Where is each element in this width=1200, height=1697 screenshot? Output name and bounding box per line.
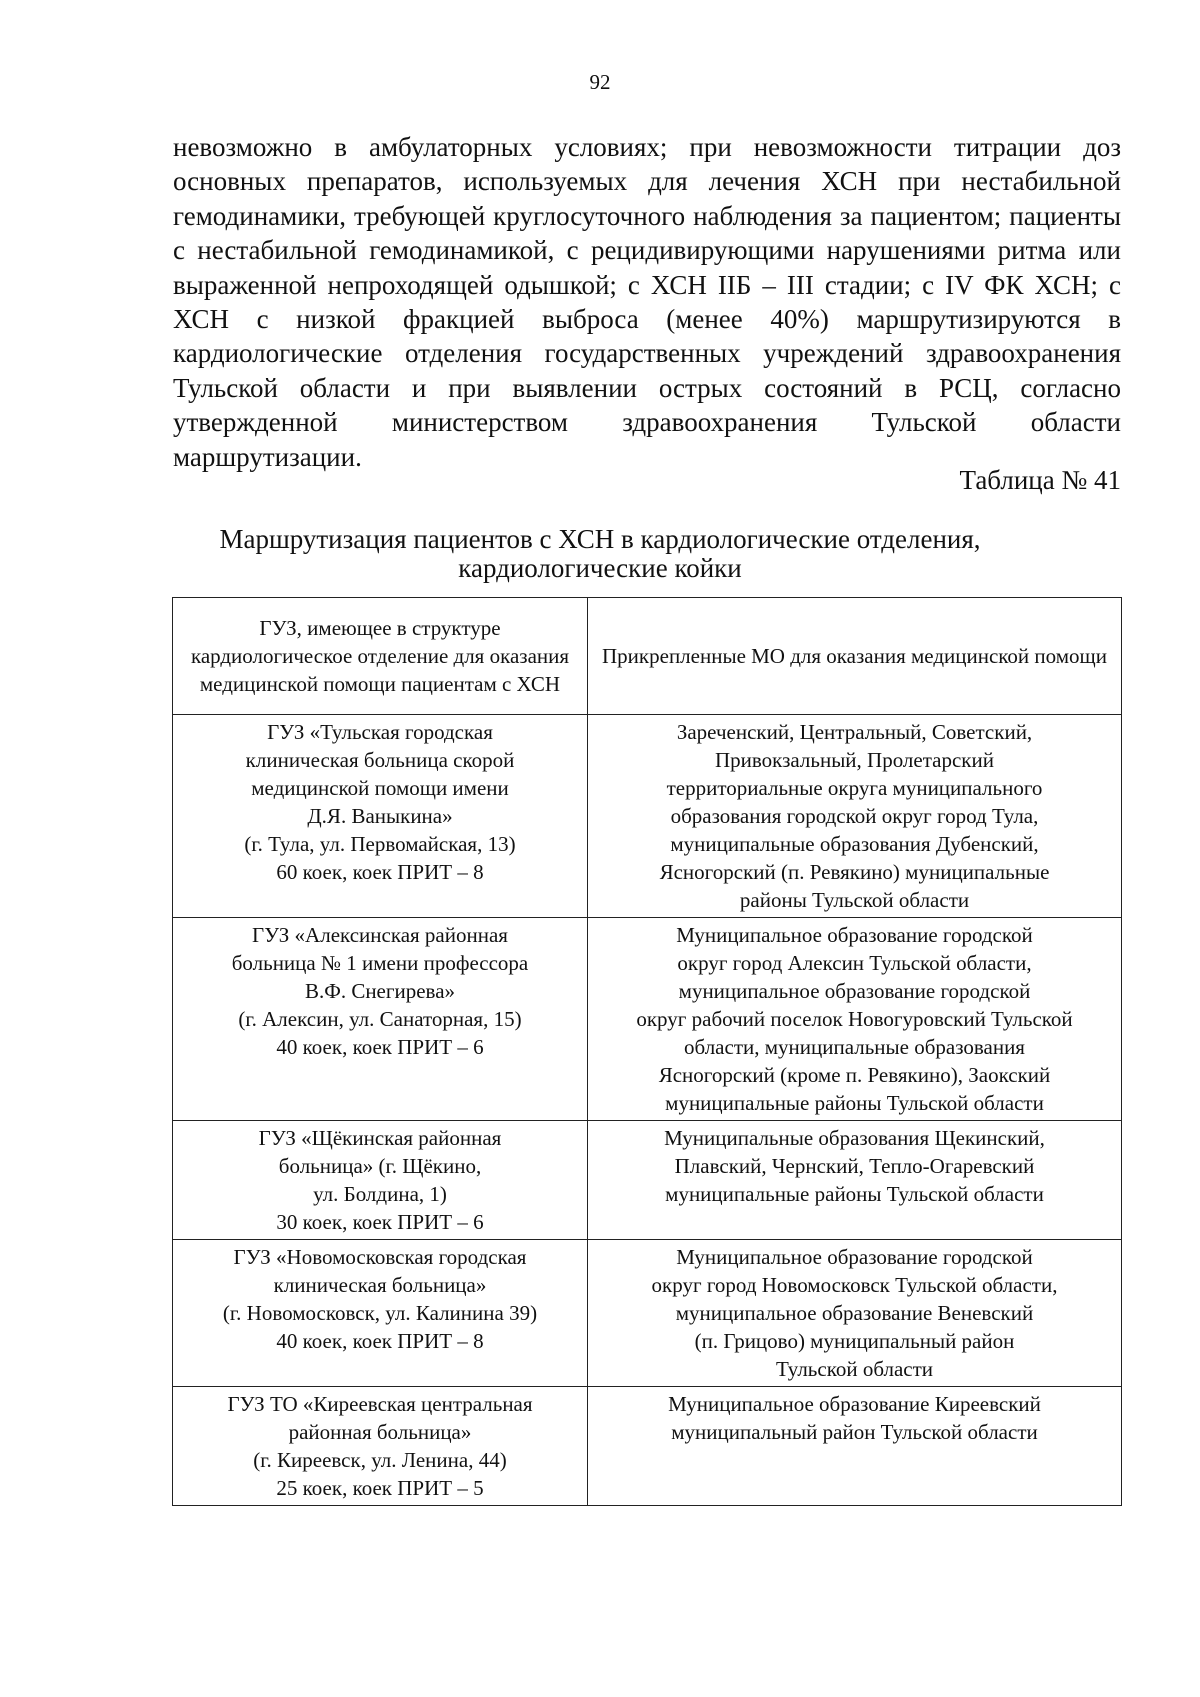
cell-text-line: муниципальные районы Тульской области [665, 1182, 1044, 1206]
table-row [173, 715, 1122, 918]
cell-text-line: округ рабочий поселок Новогуровский Тульской [636, 1007, 1073, 1031]
routing-table [172, 597, 1122, 1506]
guz-cell [173, 715, 588, 918]
cell-text-line: муниципальные районы Тульской области [665, 1091, 1044, 1115]
cell-text-line: (г. Киреевск, ул. Ленина, 44) [253, 1448, 507, 1472]
cell-text-line: Ясногорский (кроме п. Ревякино), Заокский [658, 1063, 1051, 1087]
cell-text-line: медицинской помощи имени [251, 776, 509, 800]
body-paragraph: невозможно в амбулаторных условиях; при невозможности титрации доз основных препаратов, используемых для лечения ХСН при нестабильной гемодинамики, требующей круглосуточного наблюдения за пациентом; пациенты с нестабильной гемодинамикой, с рецидивирующими нарушениями ритма или выраженной непроходящей одышкой; с ХСН IIБ – III стадии; с IV ФК ХСН; с ХСН с низкой фракцией выброса (менее 40%) маршрутизируются в кардиологические отделения государственных учреждений здравоохранения Тульской области и при выявлении острых состояний в РСЦ, согласно утвержденной министерством здравоохранения Тульской области маршрутизации. [173, 132, 1121, 472]
cell-text-line: Привокзальный, Пролетарский [715, 748, 994, 772]
attached-mo-cell [588, 715, 1122, 918]
guz-cell [173, 1240, 588, 1387]
cell-text-line: Ясногорский (п. Ревякино) муниципальные [659, 860, 1050, 884]
cell-text-line: муниципальные образования Дубенский, [670, 832, 1039, 856]
cell-text-line: Муниципальное образование городской [676, 1245, 1033, 1269]
cell-text-line: округ город Новомосковск Тульской области, [651, 1273, 1058, 1297]
table-title [0, 525, 1200, 583]
cell-text-line: ул. Болдина, 1) [313, 1182, 447, 1206]
cell-text-line: муниципальное образование Веневский [675, 1301, 1034, 1325]
table-label: Таблица № 41 [959, 465, 1121, 495]
guz-cell [173, 1121, 588, 1240]
cell-text-line: районы Тульской области [739, 888, 970, 912]
header-cell-guz: ГУЗ, имеющее в структуре кардиологическое отделение для оказания медицинской помощи пациентам с ХСН [173, 598, 588, 715]
cell-text-line: Д.Я. Ваныкина» [307, 804, 453, 828]
cell-text-line: клиническая больница скорой [245, 748, 515, 772]
cell-text-line: Зареченский, Центральный, Советский, [676, 720, 1033, 744]
guz-cell [173, 1387, 588, 1506]
cell-text-line: ГУЗ «Тульская городская [267, 720, 493, 744]
cell-text-line: Плавский, Чернский, Тепло-Огаревский [674, 1154, 1035, 1178]
attached-mo-cell [588, 1387, 1122, 1506]
table-header-row [173, 598, 1122, 715]
cell-text-line: образования городской округ город Тула, [670, 804, 1039, 828]
table-row [173, 1121, 1122, 1240]
cell-text-line: Муниципальное образование городской [676, 923, 1033, 947]
page-number: 92 [589, 70, 611, 94]
cell-text-line: ГУЗ ТО «Киреевская центральная [227, 1392, 533, 1416]
attached-mo-cell [588, 918, 1122, 1121]
table-body [173, 715, 1122, 1506]
cell-text-line: Муниципальное образование Киреевский [668, 1392, 1041, 1416]
cell-text-line: районная больница» [288, 1420, 472, 1444]
table-title-line2: кардиологические койки [458, 553, 742, 583]
cell-text-line: 60 коек, коек ПРИТ – 8 [276, 860, 484, 884]
cell-text-line: клиническая больница» [273, 1273, 487, 1297]
cell-text-line: Тульской области [775, 1357, 934, 1381]
cell-text-line: 25 коек, коек ПРИТ – 5 [276, 1476, 484, 1500]
cell-text-line: округ город Алексин Тульской области, [677, 951, 1032, 975]
table-row [173, 918, 1122, 1121]
table-row [173, 1240, 1122, 1387]
cell-text-line: территориальные округа муниципального [666, 776, 1043, 800]
attached-mo-cell [588, 1240, 1122, 1387]
table-title-line1: Маршрутизация пациентов с ХСН в кардиологические отделения, [219, 524, 981, 554]
cell-text-line: муниципальный район Тульской области [671, 1420, 1038, 1444]
cell-text-line: Муниципальные образования Щекинский, [664, 1126, 1045, 1150]
cell-text-line: (г. Тула, ул. Первомайская, 13) [244, 832, 516, 856]
cell-text-line: (г. Новомосковск, ул. Калинина 39) [222, 1301, 538, 1325]
cell-text-line: 40 коек, коек ПРИТ – 8 [276, 1329, 484, 1353]
cell-text-line: (г. Алексин, ул. Санаторная, 15) [238, 1007, 522, 1031]
cell-text-line: больница» (г. Щёкино, [278, 1154, 482, 1178]
cell-text-line: В.Ф. Снегирева» [304, 979, 456, 1003]
table-row [173, 1387, 1122, 1506]
cell-text-line: области, муниципальные образования [684, 1035, 1025, 1059]
cell-text-line: больница № 1 имени профессора [231, 951, 529, 975]
cell-text-line: 30 коек, коек ПРИТ – 6 [276, 1210, 484, 1234]
cell-text-line: муниципальное образование городской [678, 979, 1031, 1003]
cell-text-line: 40 коек, коек ПРИТ – 6 [276, 1035, 484, 1059]
guz-cell [173, 918, 588, 1121]
cell-text-line: ГУЗ «Алексинская районная [252, 923, 508, 947]
cell-text-line: ГУЗ «Щёкинская районная [258, 1126, 502, 1150]
attached-mo-cell [588, 1121, 1122, 1240]
cell-text-line: (п. Грицово) муниципальный район [694, 1329, 1015, 1353]
header-cell-attached-mo: Прикрепленные МО для оказания медицинской помощи [588, 598, 1122, 715]
cell-text-line: ГУЗ «Новомосковская городская [233, 1245, 527, 1269]
